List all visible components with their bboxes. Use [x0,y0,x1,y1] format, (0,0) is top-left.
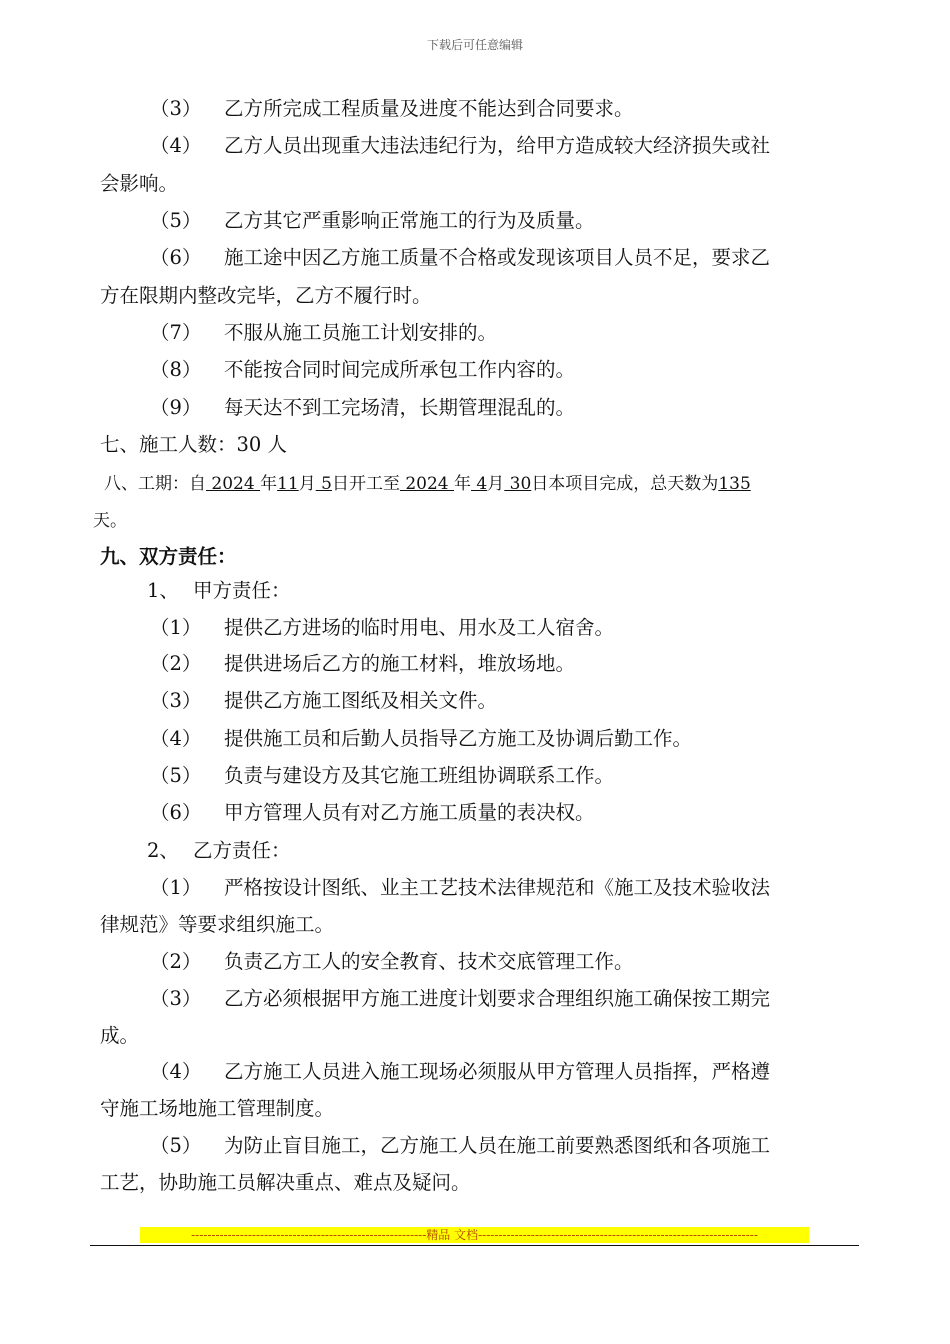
list-item: （2） 提供进场后乙方的施工材料，堆放场地。 [150,652,576,675]
list-item: （6） 施工途中因乙方施工质量不合格或发现该项目人员不足，要求乙 [150,246,771,269]
list-item: （1） 严格按设计图纸、业主工艺技术法律规范和《施工及技术验收法 [150,876,771,899]
section-responsibilities-title: 九、双方责任： [100,545,237,568]
list-item: （5） 为防止盲目施工，乙方施工人员在施工前要熟悉图纸和各项施工 [150,1134,771,1157]
list-item: （2） 负责乙方工人的安全教育、技术交底管理工作。 [150,950,634,973]
list-item: （1） 提供乙方进场的临时用电、用水及工人宿舍。 [150,616,615,639]
list-item-continuation: 方在限期内整改完毕，乙方不履行时。 [100,284,432,307]
list-item: （9） 每天达不到工完场清，长期管理混乱的。 [150,396,576,419]
footer-rule [90,1245,859,1246]
list-item-continuation: 会影响。 [100,172,179,195]
start-day: 5 [315,474,332,494]
list-item: （4） 乙方施工人员进入施工现场必须服从甲方管理人员指挥，严格遵 [150,1060,771,1083]
list-item: （4） 乙方人员出现重大违法违纪行为，给甲方造成较大经济损失或社 [150,134,771,157]
list-item: （7） 不服从施工员施工计划安排的。 [150,321,498,344]
list-item-continuation: 守施工场地施工管理制度。 [100,1097,335,1120]
list-item: （5） 乙方其它严重影响正常施工的行为及质量。 [150,209,595,232]
list-item-continuation: 成。 [100,1024,140,1047]
list-item: （4） 提供施工员和后勤人员指导乙方施工及协调后勤工作。 [150,727,693,750]
end-day: 30 [504,474,532,494]
list-item-continuation: 工艺，协助施工员解决重点、难点及疑问。 [100,1171,471,1194]
list-item: （6） 甲方管理人员有对乙方施工质量的表决权。 [150,801,595,824]
section-schedule-tail: 天。 [93,511,127,531]
section-worker-count: 七、施工人数：30 人 [100,433,288,456]
end-month: 4 [471,474,488,494]
list-item: （3） 提供乙方施工图纸及相关文件。 [150,689,498,712]
start-year: 2024 [206,474,261,494]
section-schedule: 八、工期：自 2024 年11月 5日开工至 2024 年 4月 30日本项目完成，总天数为135 [104,474,751,494]
list-item: （8） 不能按合同时间完成所承包工作内容的。 [150,358,576,381]
list-item: （3） 乙方所完成工程质量及进度不能达到合同要求。 [150,97,634,120]
total-days: 135 [718,474,751,494]
header-note: 下载后可任意编辑 [426,38,523,52]
party-a-heading: 1、 甲方责任： [147,579,291,602]
end-year: 2024 [399,474,455,494]
list-item: （5） 负责与建设方及其它施工班组协调联系工作。 [150,764,615,787]
footer-watermark-band: ----------------------------------------------------------精品 文档--------------------------------------------------------------------- [140,1227,809,1243]
list-item-continuation: 律规范》等要求组织施工。 [100,913,335,936]
start-month: 11 [277,474,299,494]
list-item: （3） 乙方必须根据甲方施工进度计划要求合理组织施工确保按工期完 [150,987,771,1010]
party-b-heading: 2、 乙方责任： [147,839,291,862]
